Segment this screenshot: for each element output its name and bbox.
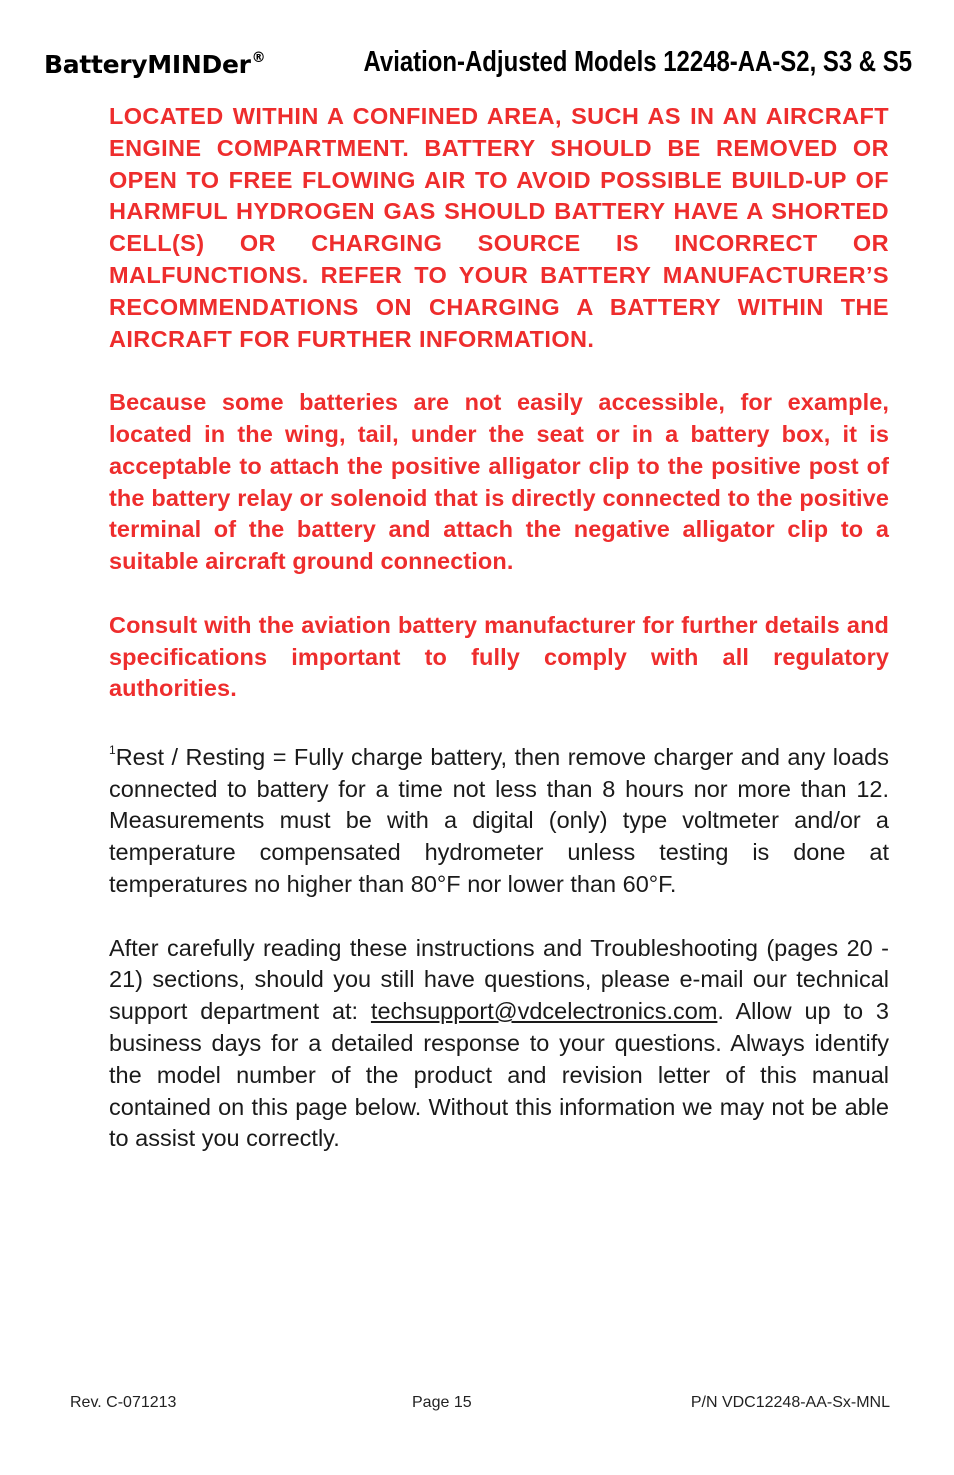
warning-confined-area: LOCATED WITHIN A CONFINED AREA, SUCH AS IN AN AIRCRAFT ENGINE COMPARTMENT. BATTERY SHOULD BE REMOVED OR OPEN TO FREE FLOWING AIR TO AVOID POSSIBLE BUILD-UP OF HARMFUL HYDROGEN GAS SHOULD BATTERY HAVE A SHORTED CELL(S) OR CHARGING SOURCE IS INCORRECT OR MALFUNCTIONS. REFER TO YOUR BATTERY MANUFACTURER’S RECOMMENDATIONS ON CHARGING A BATTERY WITHIN THE AIRCRAFT FOR FURTHER INFORMATION.: [109, 103, 889, 352]
support-email-link[interactable]: techsupport@vdcelectronics.com: [370, 998, 718, 1025]
footnote-rest: [109, 737, 889, 901]
part-number: P/N VDC12248-AA-Sx-MNL: [690, 1394, 890, 1411]
brand-logo: [44, 50, 265, 79]
footnote-mark: 1: [109, 742, 116, 757]
page-footer: [70, 1394, 890, 1414]
page-number: Page 15: [412, 1394, 472, 1411]
model-title: Aviation-Adjusted Models 12248-AA-S2, S3 & S5: [363, 46, 912, 78]
support-text-before: After carefully reading these instructions and Troubleshooting (pages 20 - 21) sections, should you still have questions, please e-mail our technical support department at:: [109, 934, 889, 1025]
footnote-text: Rest / Resting = Fully charge battery, then remove charger and any loads connected to battery for a time not less than 8 hours nor more than 12. Measurements must be with a digital (only) type voltmeter and/or a temperature compensated hydrometer unless testing is done at temperatures no higher than 80°F nor lower than 60°F.: [109, 743, 889, 897]
warning-consult-manufacturer: Consult with the aviation battery manufacturer for further details and specifications important to fully comply with all regulatory authorities.: [109, 611, 889, 702]
brand-name: BatteryMINDer: [44, 50, 251, 79]
registered-mark: ®: [251, 49, 266, 66]
support-paragraph: [109, 933, 889, 1156]
revision-label: Rev. C-071213: [70, 1394, 177, 1411]
warning-accessibility: Because some batteries are not easily accessible, for example, located in the wing, tail, under the seat or in a battery box, it is acceptable to attach the positive alligator clip to the positive post of the battery relay or solenoid that is directly connected to the positive terminal of the battery and attach the negative alligator clip to a suitable aircraft ground connection.: [109, 389, 889, 575]
page-content: [109, 101, 889, 1187]
support-text-after: . Allow up to 3 business days for a detailed response to your questions. Always identify the model number of the product and revision letter of this manual contained on this page below. Without this information we may not be able to assist you correctly.: [109, 998, 889, 1152]
page-header: [44, 44, 912, 84]
